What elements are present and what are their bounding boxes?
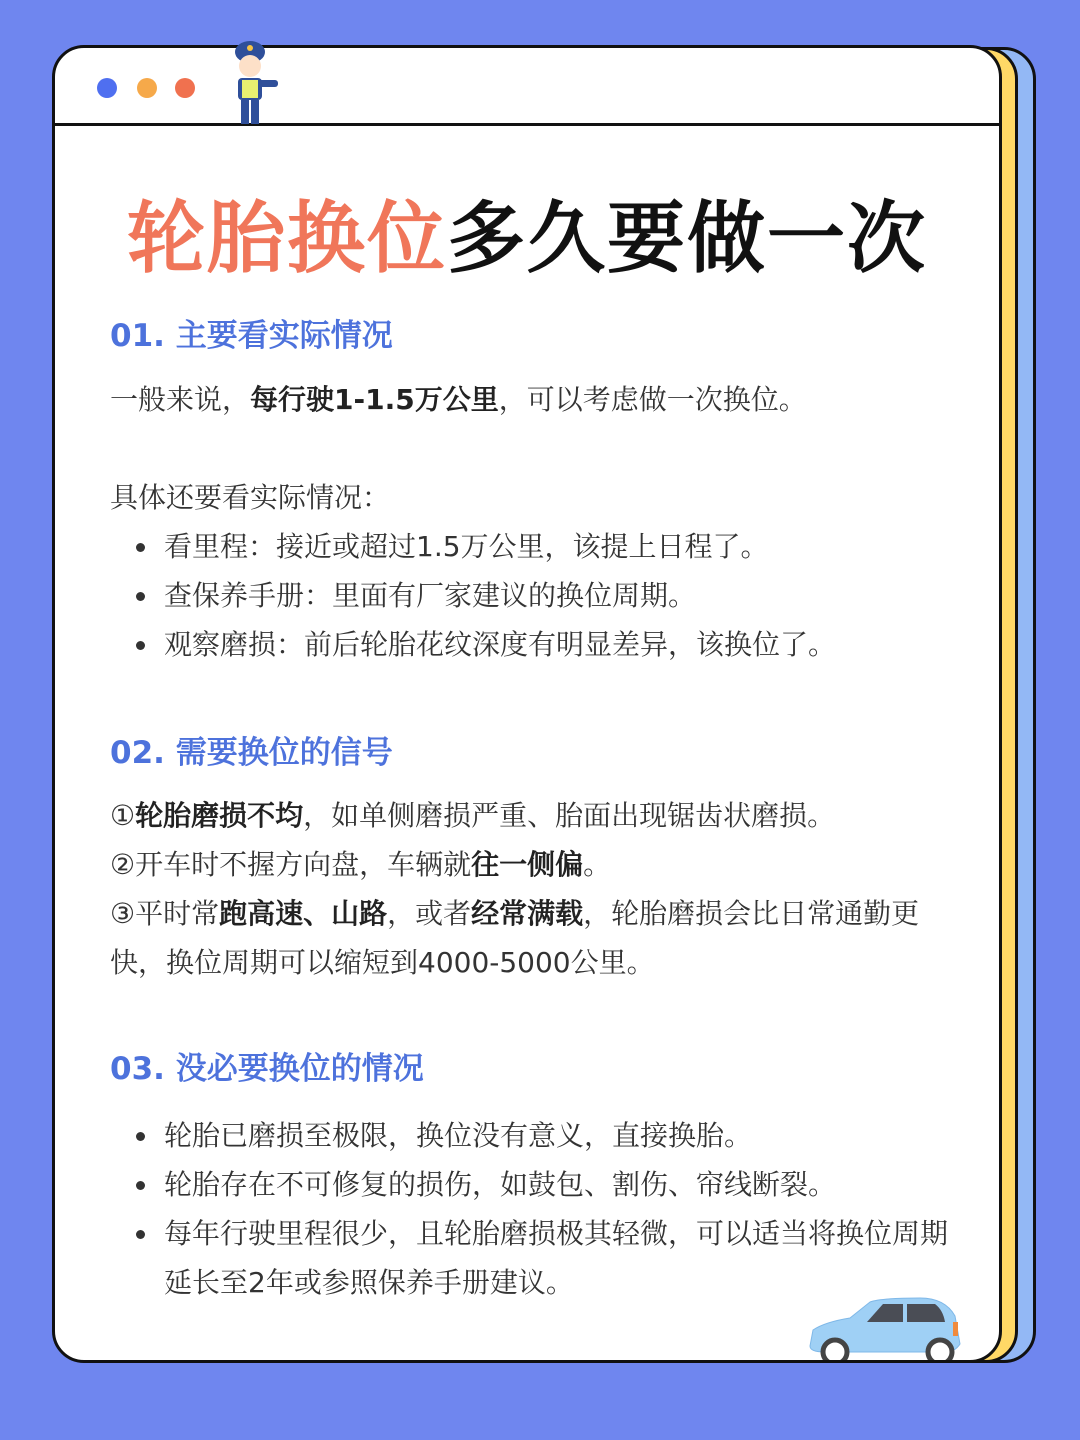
- section-3-body: [110, 1111, 961, 1307]
- t: 往一侧偏: [471, 848, 584, 881]
- section-1-heading: 01. 主要看实际情况: [110, 318, 393, 354]
- car-icon: [805, 1296, 965, 1363]
- card: [52, 45, 1002, 1363]
- list: [110, 522, 961, 669]
- list-item: 轮胎已磨损至极限，换位没有意义，直接换胎。: [110, 1111, 961, 1160]
- list-item: 查保养手册：里面有厂家建议的换位周期。: [110, 571, 961, 620]
- section-1-body: [110, 375, 961, 669]
- section-2-heading: 02. 需要换位的信号: [110, 735, 393, 771]
- list-item: 每年行驶里程很少，且轮胎磨损极其轻微，可以适当将换位周期延长至2年或参照保养手册建议。: [110, 1209, 961, 1307]
- intro: [110, 375, 961, 424]
- t: ①: [110, 799, 136, 832]
- t: ，如单侧磨损严重、胎面出现锯齿状磨损。: [303, 799, 836, 832]
- blue-dot-icon: [97, 78, 117, 98]
- t: 跑高速、山路: [219, 897, 388, 930]
- t: 。: [583, 848, 612, 881]
- line: [110, 791, 961, 840]
- t: 经常满载: [471, 897, 584, 930]
- list-item: 看里程：接近或超过1.5万公里，该提上日程了。: [110, 522, 961, 571]
- window-header: [55, 48, 999, 126]
- list-item: 观察磨损：前后轮胎花纹深度有明显差异，该换位了。: [110, 620, 961, 669]
- line: [110, 840, 961, 889]
- t: 一般来说，: [110, 383, 251, 416]
- t: ，或者: [387, 897, 472, 930]
- title-rest: 多久要做一次: [447, 194, 928, 284]
- t: 轮胎磨损不均: [135, 799, 304, 832]
- t: 每行驶1-1.5万公里: [250, 383, 499, 416]
- page-title: [55, 176, 999, 288]
- t: ，可以考虑做一次换位。: [498, 383, 807, 416]
- t: ②开车时不握方向盘，车辆就: [110, 848, 472, 881]
- title-highlight: 轮胎换位: [126, 194, 447, 284]
- red-dot-icon: [175, 78, 195, 98]
- orange-dot-icon: [137, 78, 157, 98]
- list-item: 轮胎存在不可修复的损伤，如鼓包、割伤、帘线断裂。: [110, 1160, 961, 1209]
- lead: 具体还要看实际情况：: [110, 481, 391, 514]
- list: [110, 1111, 961, 1307]
- line: [110, 889, 961, 987]
- police-mascot-icon: [228, 38, 288, 128]
- section-3-heading: 03. 没必要换位的情况: [110, 1051, 424, 1087]
- t: ，轮胎磨损会比日常通勤更快，换位周期可以缩短到4000-5000公里。: [110, 897, 920, 979]
- section-2-body: [110, 791, 961, 987]
- t: ③平时常: [110, 897, 220, 930]
